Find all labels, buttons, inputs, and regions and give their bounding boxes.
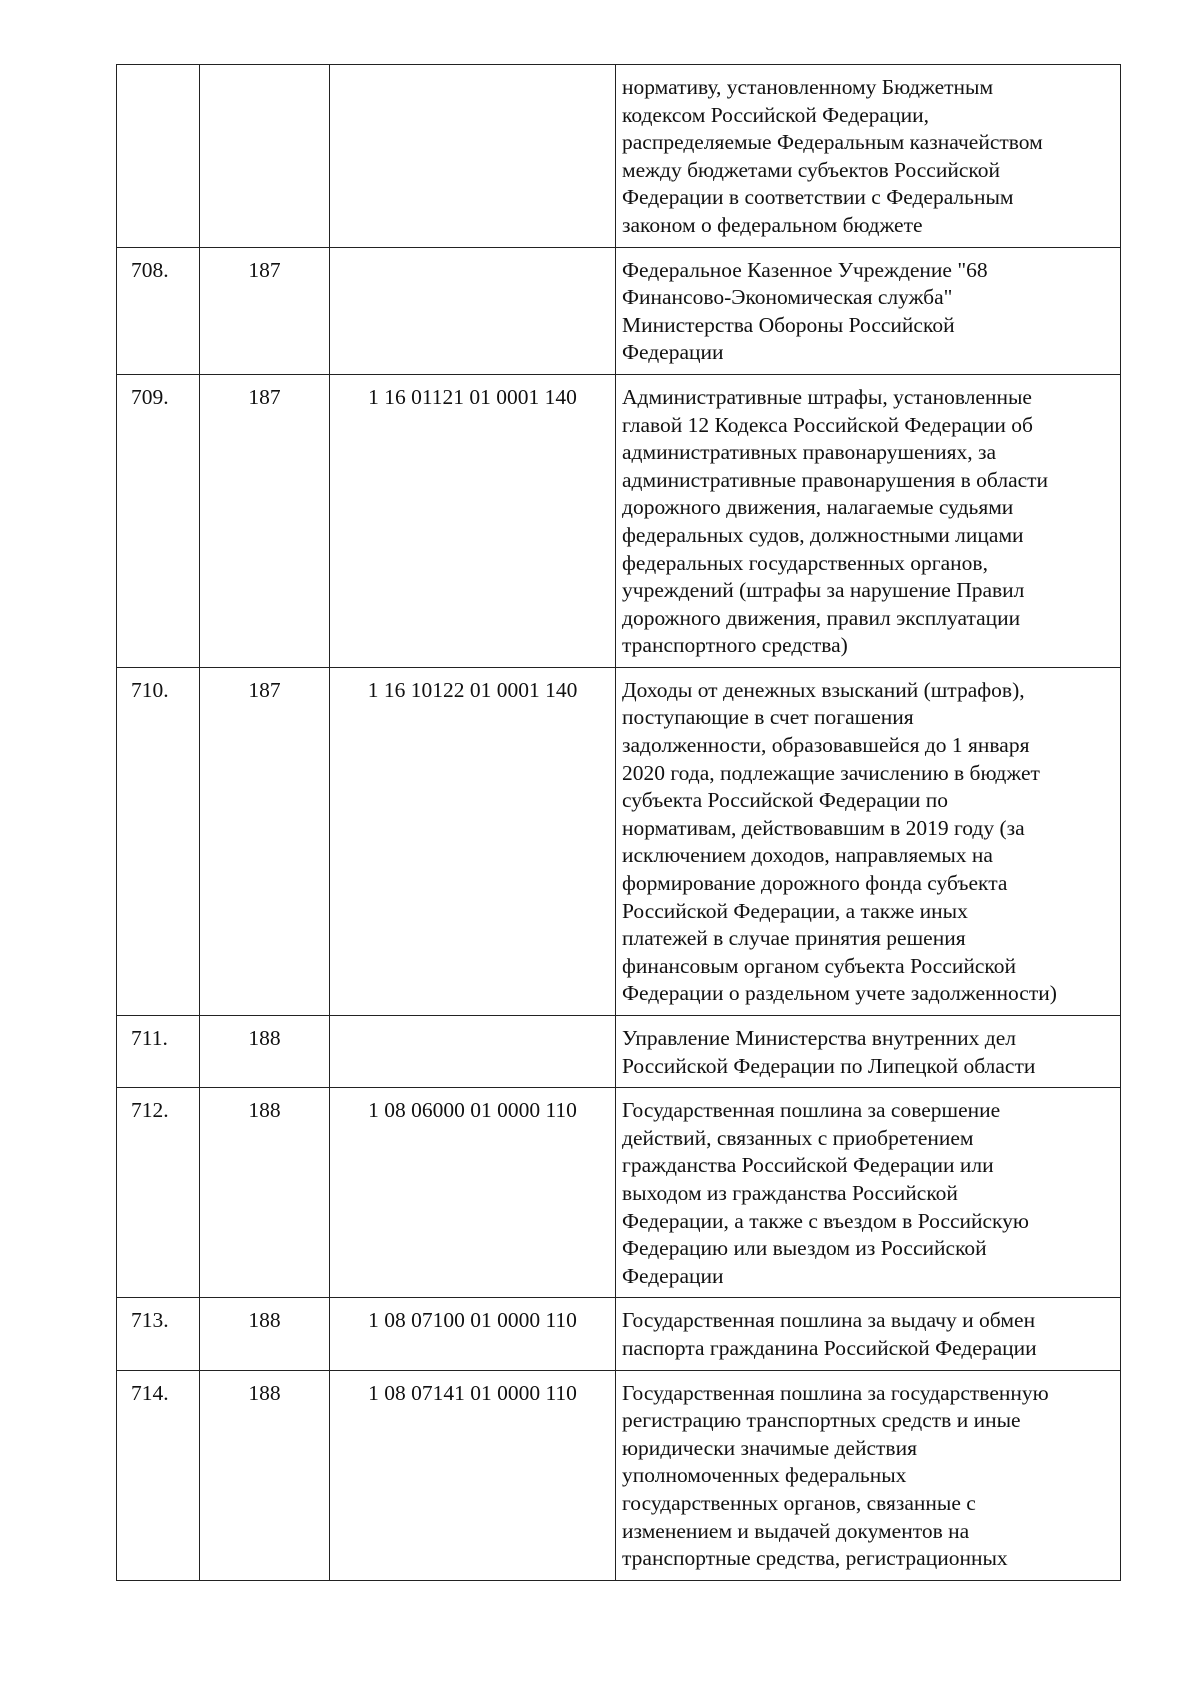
admin-code-cell: 188 — [200, 1088, 330, 1298]
row-number-cell: 712. — [117, 1088, 200, 1298]
description-cell: Государственная пошлина за совершение действий, связанных с приобретением гражданства Российской Федерации или выходом из гражданства Российской Федерации, а также с въездом в Российскую Федерацию или выездом из Российской Федерации — [616, 1088, 1121, 1298]
admin-code-cell: 187 — [200, 374, 330, 667]
description-cell: Управление Министерства внутренних дел Российской Федерации по Липецкой области — [616, 1016, 1121, 1088]
table-row — [117, 1298, 1121, 1370]
income-code-cell: 1 16 01121 01 0001 140 — [330, 374, 616, 667]
row-number-cell — [117, 65, 200, 248]
admin-code-cell — [200, 65, 330, 248]
row-number-cell: 711. — [117, 1016, 200, 1088]
table-row — [117, 374, 1121, 667]
row-number-cell: 713. — [117, 1298, 200, 1370]
income-code-cell — [330, 247, 616, 374]
description-cell: Административные штрафы, установленные главой 12 Кодекса Российской Федерации об административных правонарушениях, за административные правонарушения в области дорожного движения, налагаемые судьями федеральных судов, должностными лицами федеральных государственных органов, учреждений (штрафы за нарушение Правил дорожного движения, правил эксплуатации транспортного средства) — [616, 374, 1121, 667]
income-code-cell — [330, 65, 616, 248]
row-number-cell: 709. — [117, 374, 200, 667]
description-cell: Государственная пошлина за выдачу и обмен паспорта гражданина Российской Федерации — [616, 1298, 1121, 1370]
table-row — [117, 1370, 1121, 1580]
row-number-cell: 710. — [117, 667, 200, 1015]
description-cell: Федеральное Казенное Учреждение "68 Финансово-Экономическая служба" Министерства Обороны Российской Федерации — [616, 247, 1121, 374]
table-row — [117, 65, 1121, 248]
income-code-cell — [330, 1016, 616, 1088]
row-number-cell: 714. — [117, 1370, 200, 1580]
admin-code-cell: 187 — [200, 667, 330, 1015]
income-code-cell: 1 08 07100 01 0000 110 — [330, 1298, 616, 1370]
table-row — [117, 1016, 1121, 1088]
table-row — [117, 1088, 1121, 1298]
income-code-cell: 1 16 10122 01 0001 140 — [330, 667, 616, 1015]
row-number-cell: 708. — [117, 247, 200, 374]
description-cell: нормативу, установленному Бюджетным кодексом Российской Федерации, распределяемые Федеральным казначейством между бюджетами субъектов Российской Федерации в соответствии с Федеральным законом о федеральном бюджете — [616, 65, 1121, 248]
admin-code-cell: 187 — [200, 247, 330, 374]
admin-code-cell: 188 — [200, 1016, 330, 1088]
table-row — [117, 667, 1121, 1015]
table-row — [117, 247, 1121, 374]
income-code-cell: 1 08 07141 01 0000 110 — [330, 1370, 616, 1580]
admin-code-cell: 188 — [200, 1370, 330, 1580]
description-cell: Доходы от денежных взысканий (штрафов), поступающие в счет погашения задолженности, образовавшейся до 1 января 2020 года, подлежащие зачислению в бюджет субъекта Российской Федерации по нормативам, действовавшим в 2019 году (за исключением доходов, направляемых на формирование дорожного фонда субъекта Российской Федерации, а также иных платежей в случае принятия решения финансовым органом субъекта Российской Федерации о раздельном учете задолженности) — [616, 667, 1121, 1015]
description-cell: Государственная пошлина за государственную регистрацию транспортных средств и иные юридически значимые действия уполномоченных федеральных государственных органов, связанные с изменением и выдачей документов на транспортные средства, регистрационных — [616, 1370, 1121, 1580]
budget-codes-table — [116, 64, 1121, 1581]
income-code-cell: 1 08 06000 01 0000 110 — [330, 1088, 616, 1298]
admin-code-cell: 188 — [200, 1298, 330, 1370]
